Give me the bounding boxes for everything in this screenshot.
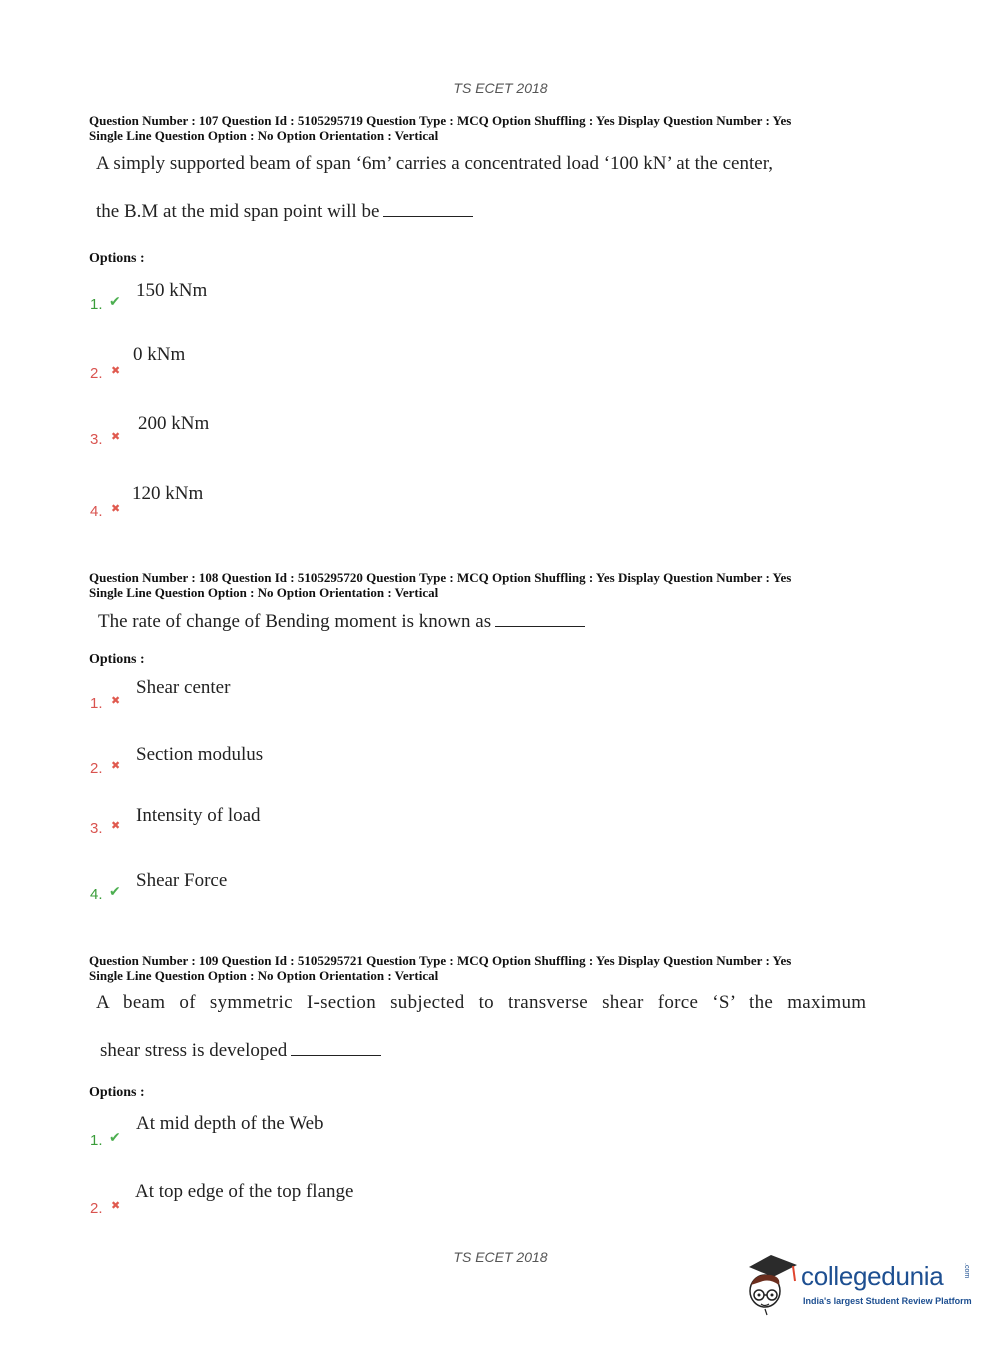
correct-check-icon: ✔: [109, 884, 121, 900]
option-text: Shear Force: [136, 870, 228, 891]
question-text: [96, 200, 473, 223]
option-number: 2.: [90, 365, 103, 382]
option-text: 150 kNm: [136, 280, 208, 301]
answer-blank: [495, 610, 585, 627]
logo-suffix: .com: [963, 1263, 970, 1279]
option-text: At top edge of the top flange: [135, 1181, 354, 1202]
option-text: 200 kNm: [138, 413, 210, 434]
option-text: Section modulus: [136, 744, 264, 765]
options-label: Options :: [89, 251, 145, 266]
question-text: A simply supported beam of span ‘6m’ carries a concentrated load ‘100 kN’ at the center,: [96, 153, 774, 174]
option-number: 2.: [90, 760, 103, 777]
question-text-line: The rate of change of Bending moment is known as: [98, 611, 492, 632]
option-number: 4.: [90, 886, 103, 903]
option-number: 1.: [90, 296, 103, 313]
page-header: TS ECET 2018: [453, 80, 548, 96]
correct-check-icon: ✔: [109, 294, 121, 310]
page-footer: TS ECET 2018: [453, 1249, 548, 1265]
question-text-line: the B.M at the mid span point will be: [96, 201, 380, 222]
option-text: At mid depth of the Web: [136, 1113, 324, 1134]
option-text: 120 kNm: [132, 483, 204, 504]
wrong-cross-icon: ✖: [111, 694, 121, 707]
option-text: 0 kNm: [133, 344, 186, 365]
wrong-cross-icon: ✖: [111, 502, 121, 515]
option-number: 2.: [90, 1200, 103, 1217]
option-text: Shear center: [136, 677, 231, 698]
wrong-cross-icon: ✖: [111, 364, 121, 377]
question-text: A beam of symmetric I-section subjected to transverse shear force ‘S’ the maximum: [96, 992, 867, 1013]
question-meta: [89, 953, 909, 983]
option-text: Intensity of load: [136, 805, 261, 826]
question-meta-line: Question Number : 108 Question Id : 5105295720 Question Type : MCQ Option Shuffling : Yes Display Question Number : Yes: [89, 570, 792, 585]
option-number: 3.: [90, 431, 103, 448]
question-meta: [89, 113, 909, 143]
collegedunia-logo: [741, 1249, 971, 1319]
question-meta-line: Single Line Question Option : No Option Orientation : Vertical: [89, 968, 439, 983]
options-label: Options :: [89, 652, 145, 667]
option-number: 3.: [90, 820, 103, 837]
wrong-cross-icon: ✖: [111, 819, 121, 832]
options-label: Options :: [89, 1085, 145, 1100]
question-meta-line: Single Line Question Option : No Option Orientation : Vertical: [89, 585, 439, 600]
correct-check-icon: ✔: [109, 1130, 121, 1146]
wrong-cross-icon: ✖: [111, 430, 121, 443]
option-number: 1.: [90, 695, 103, 712]
option-number: 4.: [90, 503, 103, 520]
logo-wordmark: collegedunia: [801, 1261, 944, 1291]
mascot-icon: [741, 1249, 801, 1319]
question-meta-line: Single Line Question Option : No Option Orientation : Vertical: [89, 128, 439, 143]
option-number: 1.: [90, 1132, 103, 1149]
question-text: [98, 610, 585, 633]
wrong-cross-icon: ✖: [111, 759, 121, 772]
answer-blank: [291, 1039, 381, 1056]
answer-blank: [383, 200, 473, 217]
wrong-cross-icon: ✖: [111, 1199, 121, 1212]
question-text-line: shear stress is developed: [100, 1040, 288, 1061]
question-meta-line: Question Number : 107 Question Id : 5105295719 Question Type : MCQ Option Shuffling : Yes Display Question Number : Yes: [89, 113, 792, 128]
question-meta-line: Question Number : 109 Question Id : 5105295721 Question Type : MCQ Option Shuffling : Yes Display Question Number : Yes: [89, 953, 792, 968]
question-text: [100, 1039, 381, 1062]
question-meta: [89, 570, 909, 600]
logo-tagline: India's largest Student Review Platform: [803, 1296, 972, 1306]
